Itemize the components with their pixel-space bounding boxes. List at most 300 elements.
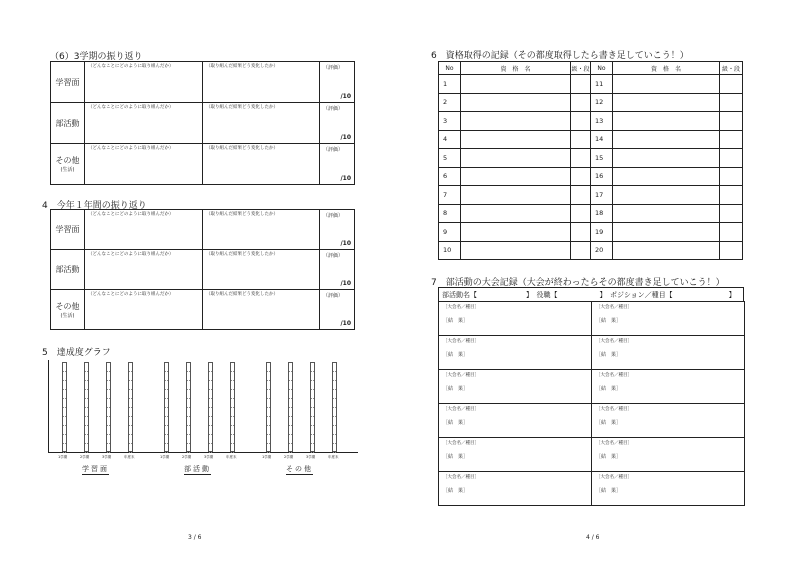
achievement-bar[interactable] bbox=[288, 362, 293, 452]
meet-result-label: ［結 果］ bbox=[443, 454, 469, 460]
bar-scale-cell bbox=[311, 435, 314, 444]
meet-result-label: ［結 果］ bbox=[596, 420, 622, 426]
meet-name-label: ［大会名／種目］ bbox=[596, 475, 632, 480]
qualification-name-cell[interactable] bbox=[461, 130, 571, 149]
bar-scale-cell bbox=[129, 372, 132, 381]
bar-scale-cell bbox=[289, 426, 292, 435]
head-level: 級・段 bbox=[720, 62, 743, 75]
qualification-table bbox=[438, 61, 743, 260]
club-header[interactable]: 部活動名【 】 役職【 】 ポジション／種目【 】 bbox=[438, 287, 744, 301]
meet-cell[interactable] bbox=[439, 302, 592, 336]
bar-scale-cell bbox=[129, 444, 132, 453]
qualification-row bbox=[439, 204, 743, 223]
meet-name-label: ［大会名／種目］ bbox=[443, 475, 479, 480]
qualification-name-cell[interactable] bbox=[461, 186, 571, 205]
bar-scale-cell bbox=[333, 372, 336, 381]
meet-cell[interactable] bbox=[439, 336, 592, 370]
row-number: 15 bbox=[591, 149, 613, 168]
qualification-name-cell[interactable] bbox=[613, 167, 720, 186]
meet-result-label: ［結 果］ bbox=[443, 318, 469, 324]
bar-scale-cell bbox=[333, 408, 336, 417]
bar-scale-cell bbox=[63, 435, 66, 444]
qualification-name-cell[interactable] bbox=[613, 149, 720, 168]
bar-scale-cell bbox=[107, 363, 110, 372]
meet-name-label: ［大会名／種目］ bbox=[443, 407, 479, 412]
bar-scale-cell bbox=[165, 444, 168, 453]
bar-scale-cell bbox=[209, 408, 212, 417]
bar-scale-cell bbox=[85, 381, 88, 390]
row-label: その他 (生活) bbox=[51, 290, 85, 330]
bar-scale-cell bbox=[63, 372, 66, 381]
meet-cell[interactable] bbox=[439, 472, 592, 506]
tick-label: 3学期 bbox=[204, 455, 214, 459]
qualification-level-cell[interactable] bbox=[720, 167, 743, 186]
qualification-name-cell[interactable] bbox=[461, 204, 571, 223]
bar-scale-cell bbox=[85, 435, 88, 444]
head-name: 資 格 名 bbox=[461, 62, 571, 75]
qualification-level-cell[interactable] bbox=[720, 149, 743, 168]
bar-scale-cell bbox=[165, 426, 168, 435]
bar-scale-cell bbox=[63, 381, 66, 390]
bar-scale-cell bbox=[209, 444, 212, 453]
head-no: No bbox=[439, 62, 461, 75]
qualification-row bbox=[439, 93, 743, 112]
bar-scale-cell bbox=[165, 417, 168, 426]
head-level: 級・段 bbox=[571, 62, 591, 75]
tick-label: 3学期 bbox=[102, 455, 112, 459]
bar-scale-cell bbox=[333, 426, 336, 435]
meet-row bbox=[439, 336, 745, 370]
qualification-level-cell[interactable] bbox=[720, 223, 743, 242]
bar-scale-cell bbox=[311, 408, 314, 417]
bar-scale-cell bbox=[311, 363, 314, 372]
bar-scale-cell bbox=[311, 399, 314, 408]
effort-cell[interactable]: （どんなことにどのように取り組んだか） bbox=[85, 103, 203, 144]
meet-record-table bbox=[438, 301, 745, 506]
row-number: 6 bbox=[439, 167, 461, 186]
result-cell[interactable]: （取り組んだ結果どう変化したか） bbox=[203, 210, 320, 250]
bar-scale-cell bbox=[267, 444, 270, 453]
bar-scale-cell bbox=[231, 426, 234, 435]
bar-scale-cell bbox=[289, 435, 292, 444]
achievement-bar[interactable] bbox=[208, 362, 213, 452]
meet-row bbox=[439, 438, 745, 472]
bar-scale-cell bbox=[267, 417, 270, 426]
effort-cell[interactable]: （どんなことにどのように取り組んだか） bbox=[85, 290, 203, 330]
qualification-level-cell[interactable] bbox=[571, 167, 591, 186]
bar-scale-cell bbox=[333, 390, 336, 399]
qualification-level-cell[interactable] bbox=[720, 93, 743, 112]
result-cell[interactable]: （取り組んだ結果どう変化したか） bbox=[203, 250, 320, 290]
qualification-level-cell[interactable] bbox=[571, 241, 591, 260]
bar-scale-cell bbox=[267, 390, 270, 399]
bar-scale-cell bbox=[267, 408, 270, 417]
qualification-level-cell[interactable] bbox=[720, 130, 743, 149]
page-number: 3 / 6 bbox=[188, 534, 202, 541]
meet-row bbox=[439, 302, 745, 336]
bar-scale-cell bbox=[129, 417, 132, 426]
tick-label: 年度末 bbox=[328, 455, 339, 459]
bar-scale-cell bbox=[311, 444, 314, 453]
bar-scale-cell bbox=[129, 408, 132, 417]
bar-scale-cell bbox=[289, 372, 292, 381]
bar-scale-cell bbox=[209, 435, 212, 444]
qualification-name-cell[interactable] bbox=[613, 75, 720, 94]
row-number: 10 bbox=[439, 241, 461, 260]
achievement-bar[interactable] bbox=[332, 362, 337, 452]
meet-cell[interactable] bbox=[439, 370, 592, 404]
qualification-name-cell[interactable] bbox=[461, 93, 571, 112]
qualification-row bbox=[439, 223, 743, 242]
achievement-bar[interactable] bbox=[186, 362, 191, 452]
eval-cell[interactable]: （評価） /10 bbox=[320, 144, 355, 185]
effort-cell[interactable]: （どんなことにどのように取り組んだか） bbox=[85, 62, 203, 103]
row-number: 17 bbox=[591, 186, 613, 205]
result-cell[interactable]: （取り組んだ結果どう変化したか） bbox=[203, 290, 320, 330]
bar-scale-cell bbox=[187, 381, 190, 390]
meet-cell[interactable] bbox=[592, 438, 745, 472]
bar-scale-cell bbox=[85, 444, 88, 453]
section-4-title: 4 今年１年間の振り返り bbox=[42, 201, 147, 211]
effort-cell[interactable]: （どんなことにどのように取り組んだか） bbox=[85, 250, 203, 290]
bar-scale-cell bbox=[209, 372, 212, 381]
bar-scale-cell bbox=[187, 426, 190, 435]
bar-scale-cell bbox=[231, 381, 234, 390]
eval-cell[interactable]: （評価） /10 bbox=[320, 290, 355, 330]
bar-scale-cell bbox=[289, 399, 292, 408]
bar-scale-cell bbox=[289, 381, 292, 390]
row-number: 16 bbox=[591, 167, 613, 186]
bar-scale-cell bbox=[107, 408, 110, 417]
qualification-name-cell[interactable] bbox=[461, 75, 571, 94]
bar-scale-cell bbox=[289, 390, 292, 399]
bar-scale-cell bbox=[129, 426, 132, 435]
bar-scale-cell bbox=[165, 381, 168, 390]
tick-label: 1学期 bbox=[262, 455, 272, 459]
section-7-title: 7 部活動の大会記録（大会が終わったらその都度書き足していこう！） bbox=[431, 278, 725, 288]
meet-row bbox=[439, 472, 745, 506]
result-cell[interactable]: （取り組んだ結果どう変化したか） bbox=[203, 103, 320, 144]
achievement-bar[interactable] bbox=[310, 362, 315, 452]
row-label: 学習面 bbox=[51, 62, 85, 103]
meet-cell[interactable] bbox=[592, 336, 745, 370]
row-number: 4 bbox=[439, 130, 461, 149]
bar-scale-cell bbox=[289, 417, 292, 426]
meet-result-label: ［結 果］ bbox=[596, 318, 622, 324]
meet-cell[interactable] bbox=[592, 472, 745, 506]
year-reflection-table bbox=[50, 209, 355, 330]
bar-scale-cell bbox=[267, 381, 270, 390]
bar-scale-cell bbox=[63, 399, 66, 408]
bar-scale-cell bbox=[85, 408, 88, 417]
bar-scale-cell bbox=[85, 417, 88, 426]
qualification-name-cell[interactable] bbox=[613, 241, 720, 260]
qualification-level-cell[interactable] bbox=[571, 112, 591, 131]
achievement-graph bbox=[48, 360, 358, 480]
result-cell[interactable]: （取り組んだ結果どう変化したか） bbox=[203, 62, 320, 103]
bar-scale-cell bbox=[63, 408, 66, 417]
tick-label: 2学期 bbox=[80, 455, 90, 459]
bar-scale-cell bbox=[63, 426, 66, 435]
qualification-name-cell[interactable] bbox=[461, 167, 571, 186]
tick-label: 1学期 bbox=[160, 455, 170, 459]
head-no: No bbox=[591, 62, 613, 75]
qualification-name-cell[interactable] bbox=[461, 149, 571, 168]
qualification-level-cell[interactable] bbox=[571, 223, 591, 242]
qualification-name-cell[interactable] bbox=[613, 204, 720, 223]
meet-cell[interactable] bbox=[592, 404, 745, 438]
bar-scale-cell bbox=[209, 363, 212, 372]
meet-name-label: ［大会名／種目］ bbox=[596, 305, 632, 310]
qualification-row bbox=[439, 167, 743, 186]
term3-reflection-table bbox=[50, 61, 355, 185]
bar-scale-cell bbox=[187, 390, 190, 399]
bar-scale-cell bbox=[165, 390, 168, 399]
row-number: 8 bbox=[439, 204, 461, 223]
row-number: 11 bbox=[591, 75, 613, 94]
bar-scale-cell bbox=[165, 399, 168, 408]
eval-cell[interactable]: （評価） /10 bbox=[320, 210, 355, 250]
bar-scale-cell bbox=[333, 363, 336, 372]
tick-label: 2学期 bbox=[182, 455, 192, 459]
bar-scale-cell bbox=[187, 444, 190, 453]
bar-scale-cell bbox=[85, 363, 88, 372]
bar-scale-cell bbox=[231, 390, 234, 399]
qualification-level-cell[interactable] bbox=[571, 186, 591, 205]
bar-scale-cell bbox=[107, 381, 110, 390]
qualification-row bbox=[439, 149, 743, 168]
y-axis bbox=[48, 360, 49, 452]
qualification-name-cell[interactable] bbox=[613, 186, 720, 205]
achievement-bar[interactable] bbox=[128, 362, 133, 452]
bar-scale-cell bbox=[107, 372, 110, 381]
eval-cell[interactable]: （評価） /10 bbox=[320, 62, 355, 103]
bar-scale-cell bbox=[209, 390, 212, 399]
bar-scale-cell bbox=[63, 417, 66, 426]
qualification-name-cell[interactable] bbox=[461, 223, 571, 242]
bar-scale-cell bbox=[311, 372, 314, 381]
group-label: その他 bbox=[286, 465, 313, 473]
section-6-right-title: 6 資格取得の記録（その都度取得したら書き足していこう！） bbox=[431, 51, 689, 61]
meet-cell[interactable] bbox=[592, 302, 745, 336]
achievement-bar[interactable] bbox=[84, 362, 89, 452]
bar-scale-cell bbox=[85, 426, 88, 435]
bar-scale-cell bbox=[289, 444, 292, 453]
bar-scale-cell bbox=[187, 399, 190, 408]
bar-scale-cell bbox=[311, 417, 314, 426]
bar-scale-cell bbox=[333, 435, 336, 444]
qualification-level-cell[interactable] bbox=[720, 241, 743, 260]
qualification-name-cell[interactable] bbox=[613, 223, 720, 242]
bar-scale-cell bbox=[209, 381, 212, 390]
row-number: 12 bbox=[591, 93, 613, 112]
achievement-bar[interactable] bbox=[106, 362, 111, 452]
meet-result-label: ［結 果］ bbox=[596, 454, 622, 460]
bar-scale-cell bbox=[267, 426, 270, 435]
meet-name-label: ［大会名／種目］ bbox=[443, 373, 479, 378]
row-number: 3 bbox=[439, 112, 461, 131]
qualification-level-cell[interactable] bbox=[571, 149, 591, 168]
bar-scale-cell bbox=[129, 363, 132, 372]
qualification-name-cell[interactable] bbox=[613, 130, 720, 149]
bar-scale-cell bbox=[209, 417, 212, 426]
qualification-row bbox=[439, 241, 743, 260]
meet-result-label: ［結 果］ bbox=[596, 352, 622, 358]
row-number: 20 bbox=[591, 241, 613, 260]
qualification-name-cell[interactable] bbox=[461, 112, 571, 131]
bar-scale-cell bbox=[289, 408, 292, 417]
meet-result-label: ［結 果］ bbox=[443, 352, 469, 358]
row-number: 14 bbox=[591, 130, 613, 149]
bar-scale-cell bbox=[107, 417, 110, 426]
qualification-row bbox=[439, 186, 743, 205]
bar-scale-cell bbox=[165, 435, 168, 444]
meet-name-label: ［大会名／種目］ bbox=[596, 407, 632, 412]
row-number: 5 bbox=[439, 149, 461, 168]
achievement-bar[interactable] bbox=[62, 362, 67, 452]
row-number: 19 bbox=[591, 223, 613, 242]
meet-name-label: ［大会名／種目］ bbox=[596, 373, 632, 378]
bar-scale-cell bbox=[187, 408, 190, 417]
meet-result-label: ［結 果］ bbox=[596, 488, 622, 494]
bar-scale-cell bbox=[129, 399, 132, 408]
bar-scale-cell bbox=[85, 399, 88, 408]
row-number: 7 bbox=[439, 186, 461, 205]
achievement-bar[interactable] bbox=[230, 362, 235, 452]
qualification-level-cell[interactable] bbox=[720, 186, 743, 205]
achievement-bar[interactable] bbox=[266, 362, 271, 452]
row-number: 18 bbox=[591, 204, 613, 223]
qualification-name-cell[interactable] bbox=[461, 241, 571, 260]
qualification-level-cell[interactable] bbox=[571, 204, 591, 223]
bar-scale-cell bbox=[333, 417, 336, 426]
bar-scale-cell bbox=[63, 444, 66, 453]
effort-cell[interactable]: （どんなことにどのように取り組んだか） bbox=[85, 144, 203, 185]
meet-result-label: ［結 果］ bbox=[596, 386, 622, 392]
tick-label: 1学期 bbox=[58, 455, 68, 459]
row-label: その他 (生活) bbox=[51, 144, 85, 185]
row-number: 2 bbox=[439, 93, 461, 112]
bar-scale-cell bbox=[165, 363, 168, 372]
bar-scale-cell bbox=[63, 390, 66, 399]
qualification-name-cell[interactable] bbox=[613, 112, 720, 131]
meet-row bbox=[439, 404, 745, 438]
page-number: 4 / 6 bbox=[586, 534, 600, 541]
bar-scale-cell bbox=[333, 399, 336, 408]
meet-result-label: ［結 果］ bbox=[443, 420, 469, 426]
meet-name-label: ［大会名／種目］ bbox=[443, 305, 479, 310]
meet-cell[interactable] bbox=[439, 438, 592, 472]
group-label: 部活動 bbox=[184, 465, 211, 473]
head-name: 資 格 名 bbox=[613, 62, 720, 75]
bar-scale-cell bbox=[267, 372, 270, 381]
bar-scale-cell bbox=[231, 363, 234, 372]
eval-cell[interactable]: （評価） /10 bbox=[320, 250, 355, 290]
qualification-level-cell[interactable] bbox=[571, 130, 591, 149]
qualification-level-cell[interactable] bbox=[720, 75, 743, 94]
bar-scale-cell bbox=[187, 435, 190, 444]
bar-scale-cell bbox=[107, 399, 110, 408]
section-6-title: （6）3学期の振り返り bbox=[50, 52, 143, 62]
bar-scale-cell bbox=[311, 390, 314, 399]
result-cell[interactable]: （取り組んだ結果どう変化したか） bbox=[203, 144, 320, 185]
qualification-level-cell[interactable] bbox=[571, 93, 591, 112]
bar-scale-cell bbox=[107, 435, 110, 444]
bar-scale-cell bbox=[165, 372, 168, 381]
bar-scale-cell bbox=[267, 435, 270, 444]
bar-scale-cell bbox=[187, 372, 190, 381]
meet-result-label: ［結 果］ bbox=[443, 488, 469, 494]
bar-scale-cell bbox=[231, 408, 234, 417]
bar-scale-cell bbox=[129, 435, 132, 444]
qualification-name-cell[interactable] bbox=[613, 93, 720, 112]
bar-scale-cell bbox=[231, 444, 234, 453]
meet-name-label: ［大会名／種目］ bbox=[443, 441, 479, 446]
bar-scale-cell bbox=[107, 444, 110, 453]
qualification-level-cell[interactable] bbox=[571, 75, 591, 94]
bar-scale-cell bbox=[333, 381, 336, 390]
tick-label: 2学期 bbox=[284, 455, 294, 459]
tick-label: 年度末 bbox=[124, 455, 135, 459]
tick-label: 3学期 bbox=[306, 455, 316, 459]
meet-cell[interactable] bbox=[592, 370, 745, 404]
row-number: 1 bbox=[439, 75, 461, 94]
row-label: 部活動 bbox=[51, 250, 85, 290]
effort-cell[interactable]: （どんなことにどのように取り組んだか） bbox=[85, 210, 203, 250]
eval-cell[interactable]: （評価） /10 bbox=[320, 103, 355, 144]
bar-scale-cell bbox=[85, 390, 88, 399]
bar-scale-cell bbox=[187, 363, 190, 372]
qualification-row bbox=[439, 112, 743, 131]
bar-scale-cell bbox=[165, 408, 168, 417]
bar-scale-cell bbox=[267, 363, 270, 372]
qualification-row bbox=[439, 75, 743, 94]
bar-scale-cell bbox=[187, 417, 190, 426]
bar-scale-cell bbox=[129, 381, 132, 390]
bar-scale-cell bbox=[267, 399, 270, 408]
bar-scale-cell bbox=[107, 426, 110, 435]
qualification-row bbox=[439, 130, 743, 149]
row-label: 学習面 bbox=[51, 210, 85, 250]
meet-name-label: ［大会名／種目］ bbox=[596, 339, 632, 344]
bar-scale-cell bbox=[85, 372, 88, 381]
bar-scale-cell bbox=[129, 390, 132, 399]
row-label: 部活動 bbox=[51, 103, 85, 144]
bar-scale-cell bbox=[231, 435, 234, 444]
qualification-level-cell[interactable] bbox=[720, 112, 743, 131]
meet-result-label: ［結 果］ bbox=[443, 386, 469, 392]
section-5-title: 5 達成度グラフ bbox=[42, 348, 111, 358]
bar-scale-cell bbox=[209, 399, 212, 408]
bar-scale-cell bbox=[311, 426, 314, 435]
qualification-level-cell[interactable] bbox=[720, 204, 743, 223]
achievement-bar[interactable] bbox=[164, 362, 169, 452]
meet-name-label: ［大会名／種目］ bbox=[596, 441, 632, 446]
row-number: 13 bbox=[591, 112, 613, 131]
bar-scale-cell bbox=[333, 444, 336, 453]
meet-cell[interactable] bbox=[439, 404, 592, 438]
bar-scale-cell bbox=[231, 399, 234, 408]
bar-scale-cell bbox=[107, 390, 110, 399]
bar-scale-cell bbox=[63, 363, 66, 372]
meet-row bbox=[439, 370, 745, 404]
bar-scale-cell bbox=[231, 417, 234, 426]
meet-name-label: ［大会名／種目］ bbox=[443, 339, 479, 344]
bar-scale-cell bbox=[209, 426, 212, 435]
bar-scale-cell bbox=[289, 363, 292, 372]
bar-scale-cell bbox=[231, 372, 234, 381]
tick-label: 年度末 bbox=[226, 455, 237, 459]
